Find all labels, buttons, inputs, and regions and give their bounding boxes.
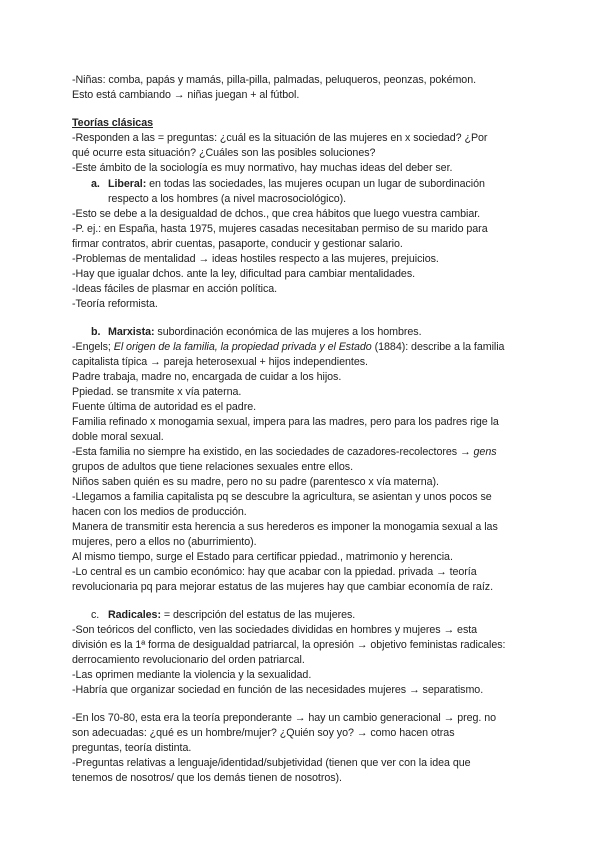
- text-line: son adecuadas: ¿qué es un hombre/mujer? ¿Quién soy yo? → como hacen otras: [72, 727, 455, 739]
- list-marker: a.: [91, 178, 100, 190]
- book-title: El origen de la familia, la propiedad privada y el Estado: [113, 341, 372, 353]
- text-line: revolucionaria pq para mejorar estatus de las mujeres hay que cambiar economía de raíz.: [72, 581, 493, 593]
- section-heading: [72, 116, 153, 131]
- text-line: Niños saben quién es su madre, pero no su padre (parentesco x vía materna).: [72, 476, 439, 488]
- text-line: -Ideas fáciles de plasmar en acción política.: [72, 283, 278, 295]
- text-line: -Llegamos a familia capitalista pq se descubre la agricultura, se asientan y unos pocos se: [72, 491, 492, 503]
- text-line: Ppiedad. se transmite x vía paterna.: [72, 386, 242, 398]
- text-fragment: -Esta familia no siempre ha existido, en las sociedades de cazadores-recolectores →: [72, 446, 474, 458]
- text-line: -Preguntas relativas a lenguaje/identidad/subjetividad (tienen que ver con la idea que: [72, 757, 471, 769]
- text-fragment: (1884): describe a la familia: [371, 341, 505, 353]
- theory-description: subordinación económica de las mujeres a los hombres.: [154, 326, 422, 338]
- theory-title: Radicales:: [108, 609, 161, 621]
- text-line: Esto está cambiando → niñas juegan + al fútbol.: [72, 89, 300, 101]
- text-line: -En los 70-80, esta era la teoría preponderante → hay un cambio generacional → preg. no: [72, 712, 497, 724]
- text-line: -Habría que organizar sociedad en función de las necesidades mujeres → separatismo.: [72, 684, 484, 696]
- text-line: mujeres, pero a ellos no (aburrimiento).: [72, 536, 257, 548]
- text-line: -Responden a las = preguntas: ¿cuál es la situación de las mujeres en x sociedad? ¿Por: [72, 132, 488, 144]
- text-line: qué ocurre esta situación? ¿Cuáles son las posibles soluciones?: [72, 147, 376, 159]
- text-line: derrocamiento revolucionario del orden patriarcal.: [72, 654, 305, 666]
- text-line: [72, 340, 504, 355]
- list-marker: c.: [91, 609, 100, 621]
- text-line: tenemos de nosotros/ que los demás tienen de nosotros).: [72, 772, 342, 784]
- theory-title: Liberal:: [108, 178, 147, 190]
- text-line: respecto a los hombres (a nivel macrosociológico).: [108, 193, 347, 205]
- text-line: -Teoría reformista.: [72, 298, 158, 310]
- theory-description: = descripción del estatus de las mujeres.: [160, 609, 356, 621]
- text-line: -Hay que igualar dchos. ante la ley, dificultad para cambiar mentalidades.: [72, 268, 416, 280]
- text-line: Padre trabaja, madre no, encargada de cuidar a los hijos.: [72, 371, 342, 383]
- text-line: Familia refinado x monogamia sexual, impera para las madres, pero para los padres rige la: [72, 416, 499, 428]
- list-item-marxist: [91, 325, 422, 340]
- term-gens: gens: [473, 446, 497, 458]
- text-line: Manera de transmitir esta herencia a sus herederos es imponer la monogamia sexual a las: [72, 521, 498, 533]
- list-item-liberal: [91, 177, 485, 192]
- text-line: -Este ámbito de la sociología es muy normativo, hay muchas ideas del deber ser.: [72, 162, 453, 174]
- text-line: división es la 1ª forma de desigualdad patriarcal, la opresión → objetivo feministas radicales:: [72, 639, 506, 651]
- text-line: firmar contratos, abrir cuentas, pasaporte, conducir y gestionar salario.: [72, 238, 403, 250]
- text-line: hacen con los medios de producción.: [72, 506, 247, 518]
- text-line: preguntas, teoría distinta.: [72, 742, 192, 754]
- text-line: doble moral sexual.: [72, 431, 164, 443]
- text-fragment: -Engels;: [72, 341, 114, 353]
- list-item-radical: [91, 608, 355, 623]
- text-line: [72, 445, 497, 460]
- text-line: grupos de adultos que tiene relaciones sexuales entre ellos.: [72, 461, 353, 473]
- text-line: capitalista típica → pareja heterosexual + hijos independientes.: [72, 356, 368, 368]
- text-line: -P. ej.: en España, hasta 1975, mujeres casadas necesitaban permiso de su marido para: [72, 223, 488, 235]
- text-line: -Lo central es un cambio económico: hay que acabar con la ppiedad. privada → teoría: [72, 566, 477, 578]
- text-line: -Problemas de mentalidad → ideas hostiles respecto a las mujeres, prejuicios.: [72, 253, 439, 265]
- list-marker: b.: [91, 326, 101, 338]
- text-line: -Esto se debe a la desigualdad de dchos., que crea hábitos que luego vuestra cambiar.: [72, 208, 481, 220]
- text-line: Al mismo tiempo, surge el Estado para certificar ppiedad., matrimonio y herencia.: [72, 551, 453, 563]
- text-line: -Son teóricos del conflicto, ven las sociedades divididas en hombres y mujeres → esta: [72, 624, 478, 636]
- theory-description: en todas las sociedades, las mujeres ocupan un lugar de subordinación: [146, 178, 485, 190]
- text-line: -Las oprimen mediante la violencia y la sexualidad.: [72, 669, 312, 681]
- section-heading-text: Teorías clásicas: [72, 117, 153, 129]
- text-line: -Niñas: comba, papás y mamás, pilla-pilla, palmadas, peluqueros, peonzas, pokémon.: [72, 74, 477, 86]
- text-line: Fuente última de autoridad es el padre.: [72, 401, 257, 413]
- theory-title: Marxista:: [108, 326, 155, 338]
